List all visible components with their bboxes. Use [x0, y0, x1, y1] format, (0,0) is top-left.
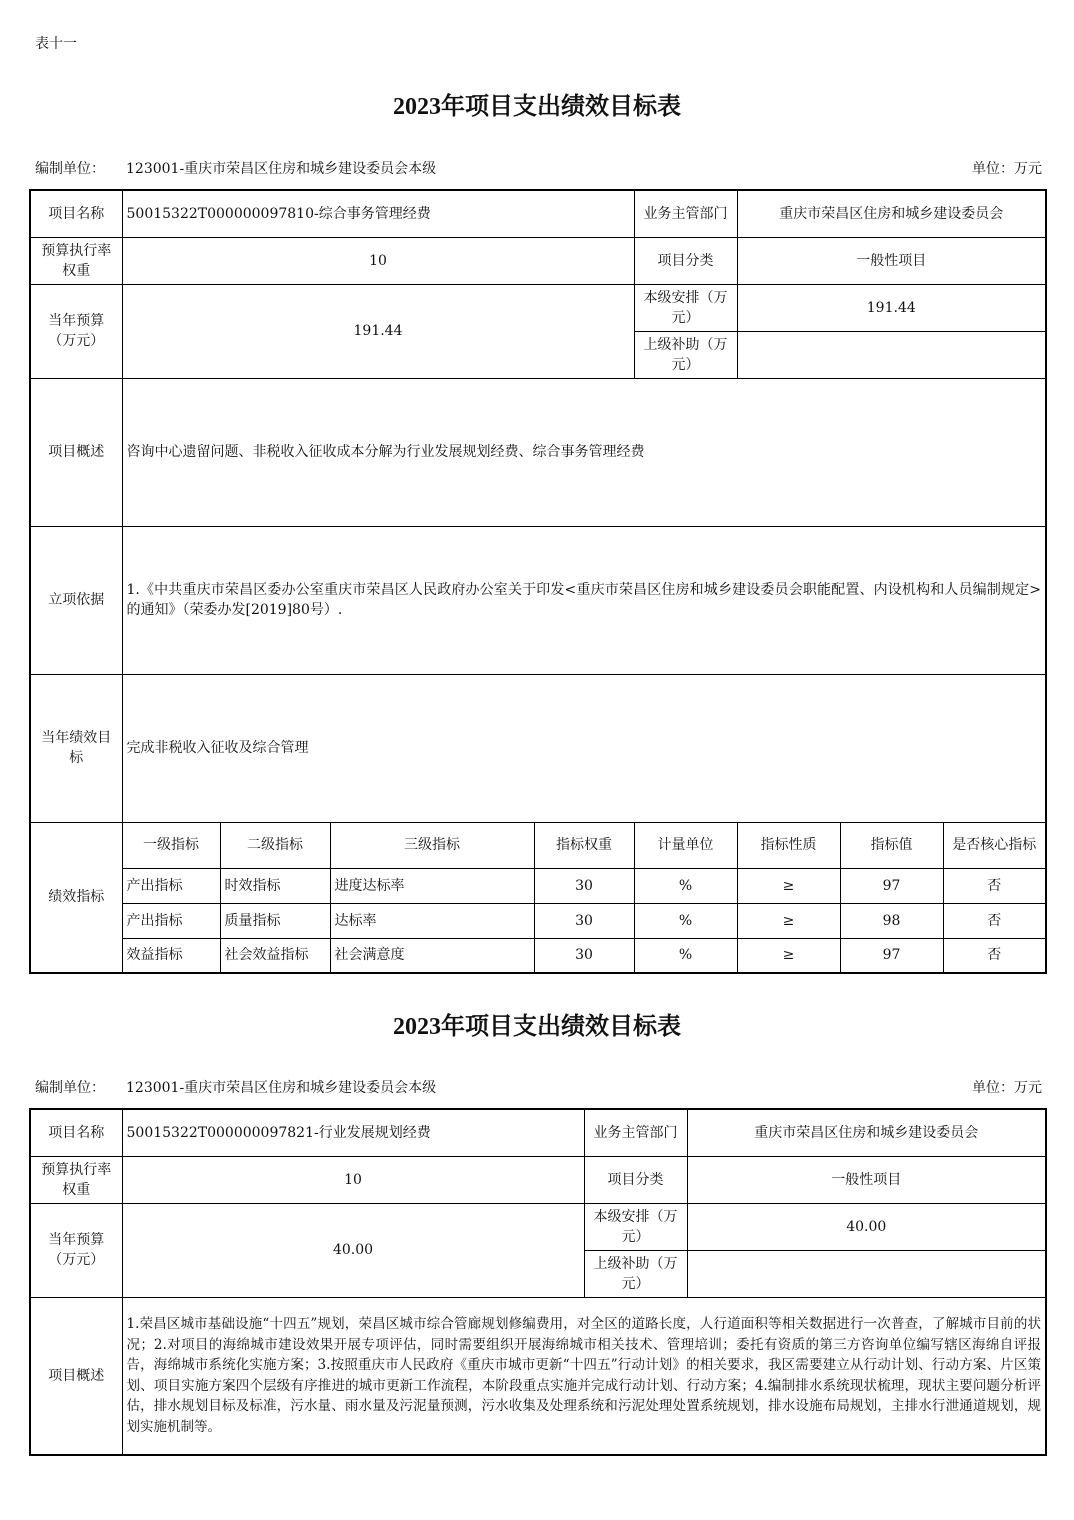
dept-value: 重庆市荣昌区住房和城乡建设委员会: [737, 190, 1046, 237]
form-2-compiler: 123001-重庆市荣昌区住房和城乡建设委员会本级: [126, 1080, 437, 1096]
indicator-cell: 进度达标率: [330, 868, 534, 903]
superior-label: 上级补助（万元）: [584, 1250, 687, 1297]
dept-label: 业务主管部门: [584, 1109, 687, 1156]
project-name-value: 50015322T000000097821-行业发展规划经费: [122, 1109, 584, 1156]
weight-value: 10: [122, 1156, 584, 1203]
indicator-cell: %: [634, 938, 737, 973]
form-1-compiler-label: 编制单位：: [35, 161, 105, 177]
indicator-cell: 效益指标: [122, 938, 220, 973]
form-2-compiler-label: 编制单位：: [35, 1080, 105, 1096]
indicator-cell: 产出指标: [122, 903, 220, 938]
indicator-cell: 社会满意度: [330, 938, 534, 973]
form-1-compiler: 123001-重庆市荣昌区住房和城乡建设委员会本级: [126, 161, 437, 177]
goal-value: 完成非税收入征收及综合管理: [122, 674, 1046, 822]
indicator-cell: 否: [943, 868, 1046, 903]
weight-label: 预算执行率权重: [30, 1156, 122, 1203]
indicator-row: [30, 938, 1046, 973]
local-label: 本级安排（万元）: [584, 1203, 687, 1250]
category-value: 一般性项目: [687, 1156, 1046, 1203]
basis-label: 立项依据: [30, 526, 122, 674]
budget-value: 191.44: [122, 284, 634, 378]
indicator-header: 指标权重: [534, 822, 634, 868]
indicator-header: 二级指标: [220, 822, 330, 868]
local-value: 40.00: [687, 1203, 1046, 1250]
indicator-cell: 30: [534, 868, 634, 903]
dept-label: 业务主管部门: [634, 190, 737, 237]
indicator-cell: %: [634, 868, 737, 903]
budget-value: 40.00: [122, 1203, 584, 1297]
indicator-cell: %: [634, 903, 737, 938]
indicator-header: 三级指标: [330, 822, 534, 868]
indicator-cell: ≥: [737, 938, 840, 973]
indicator-cell: 社会效益指标: [220, 938, 330, 973]
form-1-units: 单位：万元: [972, 161, 1042, 177]
overview-value: 咨询中心遗留问题、非税收入征收成本分解为行业发展规划经费、综合事务管理经费: [122, 378, 1046, 526]
category-label: 项目分类: [584, 1156, 687, 1203]
indicator-cell: 质量指标: [220, 903, 330, 938]
indicator-cell: ≥: [737, 868, 840, 903]
category-label: 项目分类: [634, 237, 737, 284]
basis-value: 1.《中共重庆市荣昌区委办公室重庆市荣昌区人民政府办公室关于印发<重庆市荣昌区住房和城乡建设委员会职能配置、内设机构和人员编制规定>的通知》（荣委办发[2019]80号）.: [122, 526, 1046, 674]
indicator-header: 一级指标: [122, 822, 220, 868]
indicator-header: 计量单位: [634, 822, 737, 868]
indicator-header: 是否核心指标: [943, 822, 1046, 868]
form-2-units: 单位：万元: [972, 1080, 1042, 1096]
superior-label: 上级补助（万元）: [634, 331, 737, 378]
project-name-label: 项目名称: [30, 1109, 122, 1156]
project-name-value: 50015322T000000097810-综合事务管理经费: [122, 190, 634, 237]
overview-value: 1.荣昌区城市基础设施“十四五”规划，荣昌区城市综合管廊规划修编费用，对全区的道路长度，人行道面积等相关数据进行一次普查，了解城市目前的状况；2.对项目的海绵城市建设效果开展专项评估，同时需要组织开展海绵城市相关技术、管理培训；委托有资质的第三方咨询单位编写辖区海绵自评报告，海绵城市系统化实施方案；3.按照重庆市人民政府《重庆市城市更新“十四五”行动计划》的相关要求，我区需要建立从行动计划、行动方案、片区策划、项目实施方案四个层级有序推进的城市更新工作流程，本阶段重点实施并完成行动计划、行动方案；4.编制排水系统现状梳理，现状主要问题分析评估，排水规划目标及标准，污水量、雨水量及污泥量预测，污水收集及处理系统和污泥处理处置系统规划，排水设施布局规划，主排水行泄通道规划，规划实施机制等。: [122, 1297, 1046, 1455]
form-2-title: 2023年项目支出绩效目标表: [393, 1014, 681, 1040]
budget-label: 当年预算（万元）: [30, 1203, 122, 1297]
dept-value: 重庆市荣昌区住房和城乡建设委员会: [687, 1109, 1046, 1156]
indicator-header: 指标值: [840, 822, 943, 868]
indicator-cell: 否: [943, 938, 1046, 973]
local-value: 191.44: [737, 284, 1046, 331]
indicators-label: 绩效指标: [30, 822, 122, 973]
indicator-header: 指标性质: [737, 822, 840, 868]
project-name-label: 项目名称: [30, 190, 122, 237]
local-label: 本级安排（万元）: [634, 284, 737, 331]
indicator-cell: 30: [534, 903, 634, 938]
weight-label: 预算执行率权重: [30, 237, 122, 284]
indicator-row: [30, 903, 1046, 938]
indicator-cell: ≥: [737, 903, 840, 938]
indicator-cell: 97: [840, 868, 943, 903]
superior-value: [687, 1250, 1046, 1297]
overview-label: 项目概述: [30, 1297, 122, 1455]
form-2-table: [29, 1108, 1047, 1456]
indicator-cell: 达标率: [330, 903, 534, 938]
indicator-cell: 否: [943, 903, 1046, 938]
indicator-cell: 30: [534, 938, 634, 973]
indicator-cell: 时效指标: [220, 868, 330, 903]
superior-value: [737, 331, 1046, 378]
indicator-cell: 97: [840, 938, 943, 973]
form-1-title: 2023年项目支出绩效目标表: [393, 94, 681, 120]
table-number: 表十一: [35, 36, 77, 52]
category-value: 一般性项目: [737, 237, 1046, 284]
overview-label: 项目概述: [30, 378, 122, 526]
form-1-table: [29, 189, 1047, 974]
weight-value: 10: [122, 237, 634, 284]
budget-label: 当年预算（万元）: [30, 284, 122, 378]
indicator-cell: 产出指标: [122, 868, 220, 903]
indicator-row: [30, 868, 1046, 903]
goal-label: 当年绩效目标: [30, 674, 122, 822]
indicator-cell: 98: [840, 903, 943, 938]
